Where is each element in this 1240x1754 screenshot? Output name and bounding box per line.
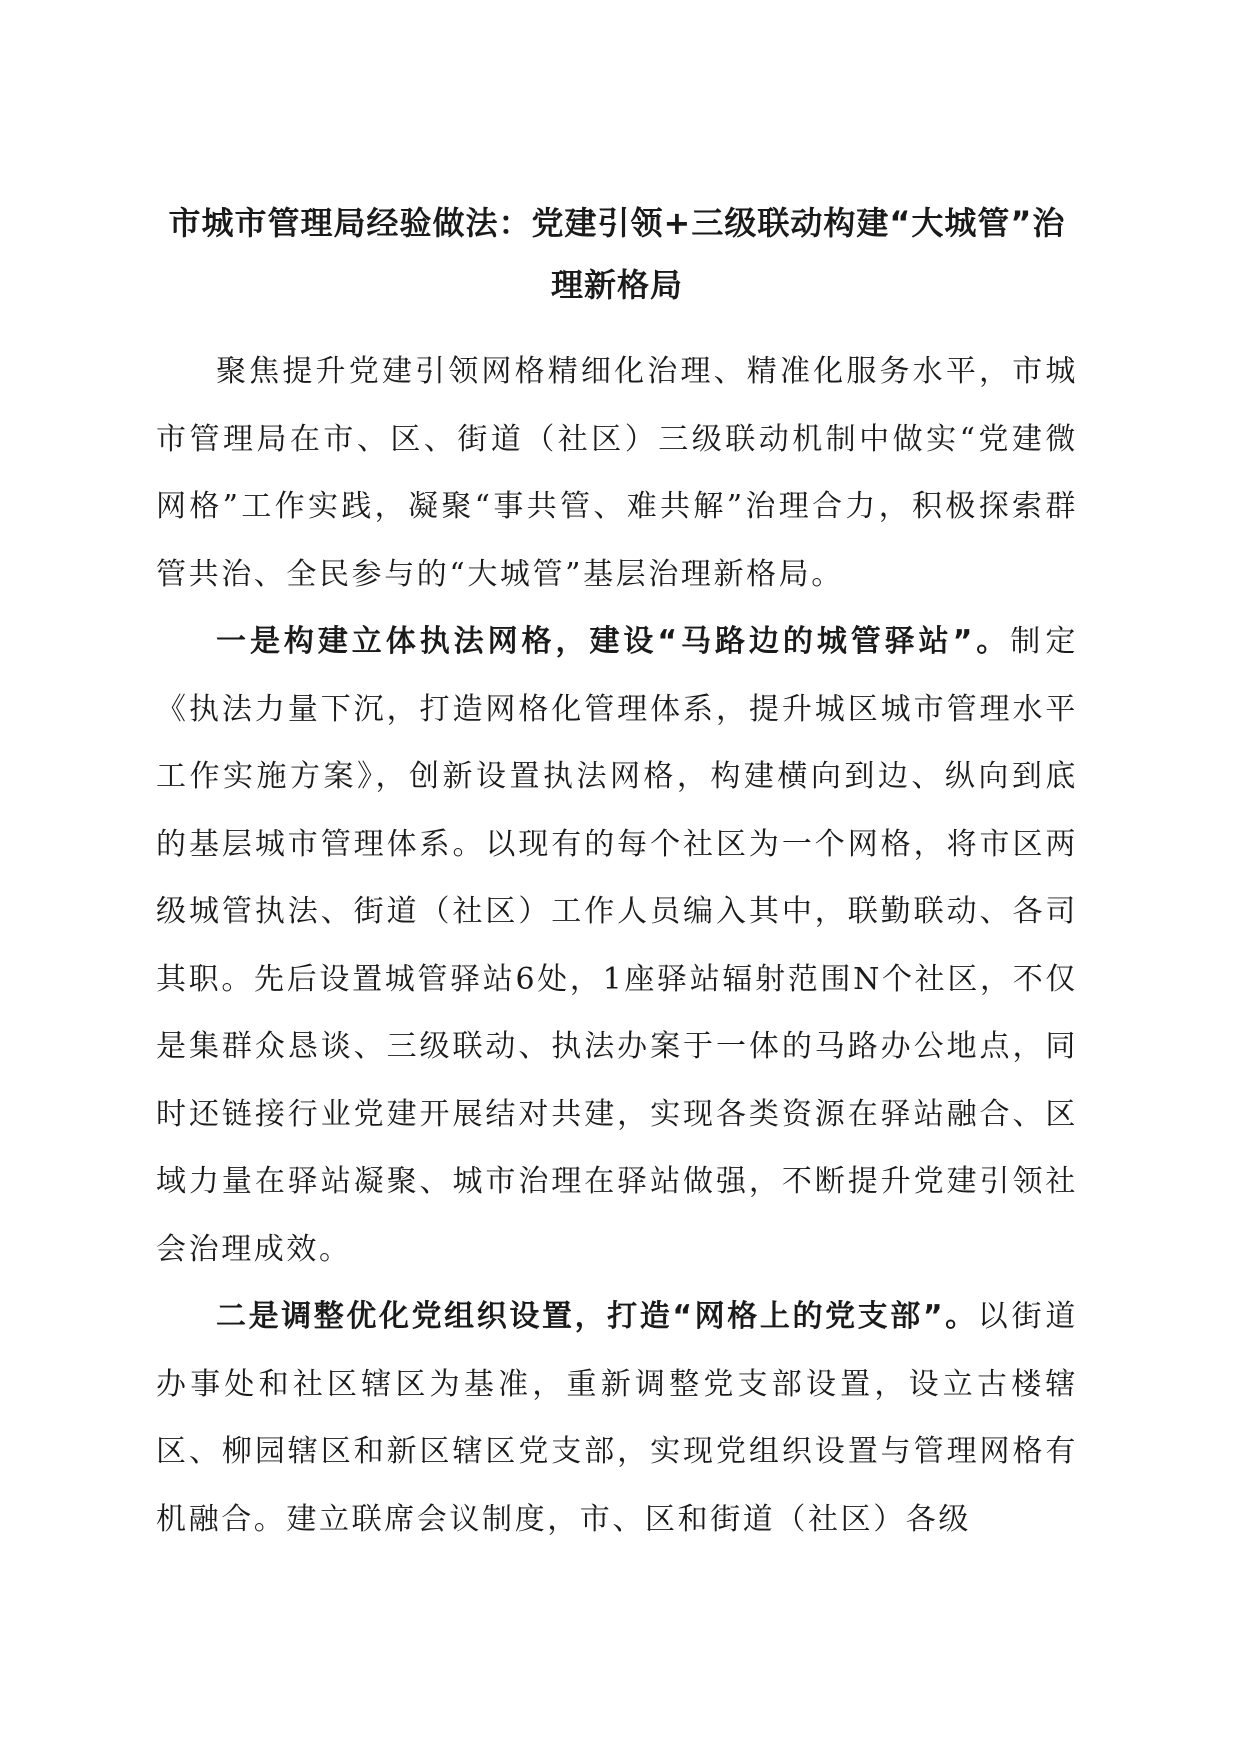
paragraph-text: 以街道办事处和社区辖区为基准，重新调整党支部设置，设立古楼辖区、柳园辖区和新区辖区党支部，实现党组织设置与管理网格有机融合。建立联席会议制度，市、区和街道（社区）各级	[156, 1299, 1078, 1537]
paragraph-intro	[156, 338, 1078, 608]
paragraph-text: 制定《执法力量下沉，打造网格化管理体系，提升城区城市管理水平工作实施方案》，创新设置执法网格，构建横向到边、纵向到底的基层城市管理体系。以现有的每个社区为一个网格，将市区两级城管执法、街道（社区）工作人员编入其中，联勤联动、各司其职。先后设置城管驿站6处，1座驿站辐射范围N个社区，不仅是集群众恳谈、三级联动、执法办案于一体的马路办公地点，同时还链接行业党建开展结对共建，实现各类资源在驿站融合、区域力量在驿站凝聚、城市治理在驿站做强，不断提升党建引领社会治理成效。	[156, 624, 1078, 1267]
document-title: 市城市管理局经验做法：党建引领+三级联动构建“大城管”治理新格局	[168, 204, 1066, 304]
paragraph-lead-heading: 二是调整优化党组织设置，打造“网格上的党支部”。	[216, 1299, 978, 1334]
title-spacer	[156, 316, 1078, 338]
paragraph-point-one	[156, 608, 1078, 1283]
paragraph-lead-heading: 一是构建立体执法网格，建设“马路边的城管驿站”。	[216, 624, 1011, 659]
paragraph-point-two	[156, 1283, 1078, 1553]
paragraph-text: 聚焦提升党建引领网格精细化治理、精准化服务水平，市城市管理局在市、区、街道（社区）三级联动机制中做实“党建微网格”工作实践，凝聚“事共管、难共解”治理合力，积极探索群管共治、全民参与的“大城管”基层治理新格局。	[156, 354, 1078, 592]
document-body	[156, 192, 1078, 1553]
